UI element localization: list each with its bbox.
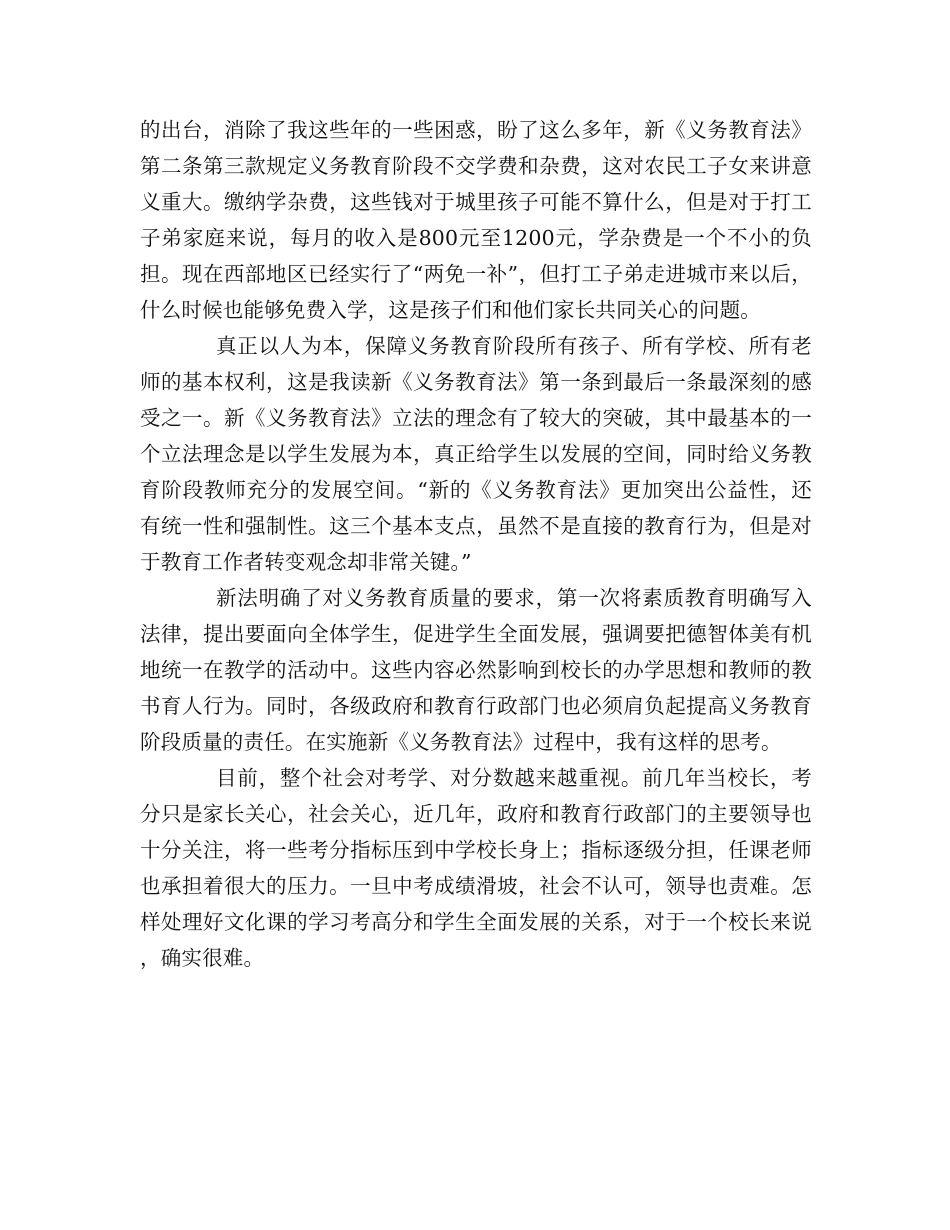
- paragraph-4: 目前，整个社会对考学、对分数越来越重视。前几年当校长，考分只是家长关心，社会关心，近几年，政府和教育行政部门的主要领导也十分关注，将一些考分指标压到中学校长身上；指标逐级分担，任课老师也承担着很大的压力。一旦中考成绩滑坡，社会不认可，领导也责难。怎样处理好文化课的学习考高分和学生全面发展的关系，对于一个校长来说，确实很难。: [140, 766, 812, 970]
- paragraph-3: 新法明确了对义务教育质量的要求，第一次将素质教育明确写入法律，提出要面向全体学生，促进学生全面发展，强调要把德智体美有机地统一在教学的活动中。这些内容必然影响到校长的办学思想和教师的教书育人行为。同时，各级政府和教育行政部门也必须肩负起提高义务教育阶段质量的责任。在实施新《义务教育法》过程中，我有这样的思考。: [140, 586, 812, 754]
- paragraph-2: 真正以人为本，保障义务教育阶段所有孩子、所有学校、所有老师的基本权利，这是我读新《义务教育法》第一条到最后一条最深刻的感受之一。新《义务教育法》立法的理念有了较大的突破，其中最基本的一个立法理念是以学生发展为本，真正给学生以发展的空间，同时给义务教育阶段教师充分的发展空间。“新的《义务教育法》更加突出公益性，还有统一性和强制性。这三个基本支点，虽然不是直接的教育行为，但是对于教育工作者转变观念却非常关键。”: [140, 334, 812, 574]
- paragraph-1: 的出台，消除了我这些年的一些困惑，盼了这么多年，新《义务教育法》第二条第三款规定义务教育阶段不交学费和杂费，这对农民工子女来讲意义重大。缴纳学杂费，这些钱对于城里孩子可能不算什么，但是对于打工子弟家庭来说，每月的收入是800元至1200元，学杂费是一个不小的负担。现在西部地区已经实行了“两免一补”，但打工子弟走进城市来以后，什么时候也能够免费入学，这是孩子们和他们家长共同关心的问题。: [140, 118, 812, 322]
- document-body: [140, 112, 812, 976]
